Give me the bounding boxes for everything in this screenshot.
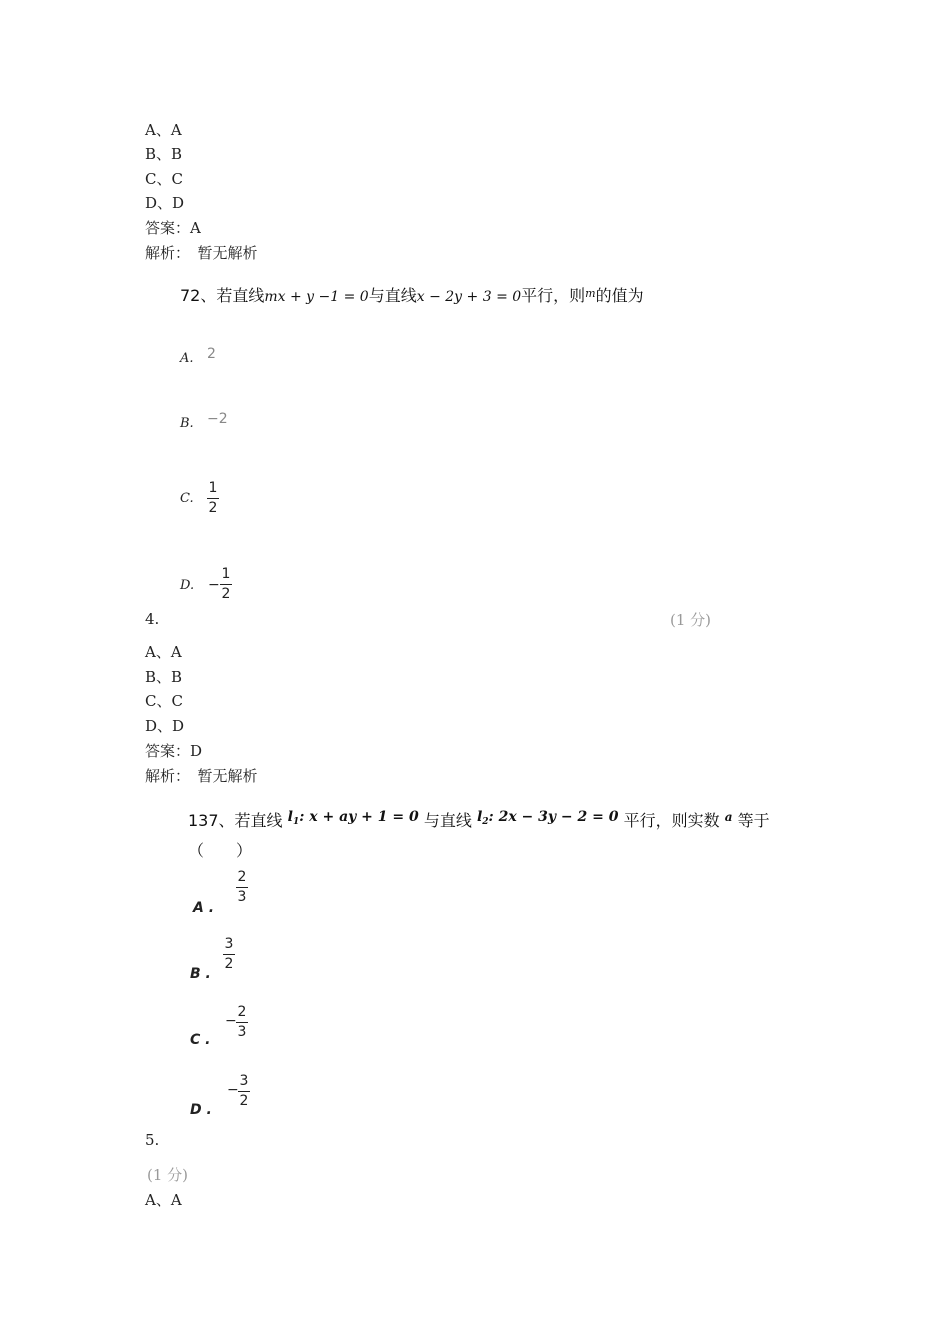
item-number-4: 4. — [145, 610, 160, 628]
choice-b-label: B . — [190, 966, 211, 982]
question-mid: 与直线 — [423, 811, 472, 830]
question-suffix-1: 平行，则 — [521, 286, 586, 305]
choice-d-label: D. — [180, 578, 195, 593]
variable-a: a — [724, 810, 733, 824]
fraction-numerator: 3 — [224, 936, 234, 952]
analysis: 解析： 暂无解析 — [145, 767, 258, 785]
fraction-c — [207, 481, 219, 516]
option-a: A、A — [145, 643, 182, 661]
fraction-a — [236, 870, 248, 905]
question-suffix-2: 等于 — [737, 811, 770, 830]
fraction-bar — [207, 498, 219, 499]
option-d: D、D — [145, 194, 185, 212]
fraction-numerator: 1 — [221, 566, 231, 582]
choice-a-label: A. — [180, 351, 194, 366]
option-a: A、A — [145, 121, 182, 139]
option-c: C、C — [145, 692, 183, 710]
item-number-5: 5. — [145, 1131, 160, 1149]
line-l2-letter: l — [476, 809, 483, 825]
question-72 — [180, 283, 644, 306]
answer: 答案：D — [145, 742, 203, 760]
choice-b-value: −2 — [207, 411, 228, 427]
choice-c-label: C. — [180, 491, 194, 506]
question-prefix: 137、若直线 — [188, 811, 283, 830]
option-b: B、B — [145, 668, 183, 686]
option-d: D、D — [145, 717, 185, 735]
equation-2: x − 2y + 3 = 0 — [416, 289, 522, 305]
choice-a-label: A . — [193, 900, 215, 916]
question-prefix: 72、若直线 — [180, 286, 265, 305]
choice-c-label: C . — [190, 1032, 211, 1048]
option-b: B、B — [145, 145, 183, 163]
item-score-4: (1 分) — [670, 611, 712, 629]
minus-sign: − — [208, 577, 220, 593]
equation-1: mx + y −1 = 0 — [264, 289, 369, 305]
fraction-denominator: 2 — [239, 1093, 249, 1109]
equation-2: : 2x − 3y − 2 = 0 — [488, 809, 619, 825]
fraction-denominator: 3 — [237, 889, 247, 905]
choice-d-label: D . — [190, 1102, 212, 1118]
choice-b-label: B. — [180, 416, 194, 431]
answer-parentheses: （ ） — [188, 841, 253, 860]
option-a: A、A — [145, 1191, 182, 1209]
line-l1-sub: 1 — [292, 817, 300, 827]
fraction-denominator: 3 — [237, 1024, 247, 1040]
fraction-bar — [220, 584, 232, 585]
fraction-numerator: 2 — [237, 869, 247, 885]
fraction-denominator: 2 — [224, 956, 234, 972]
minus-sign: − — [227, 1082, 239, 1098]
answer: 答案：A — [145, 219, 201, 237]
line-l2 — [477, 809, 619, 825]
fraction-bar — [238, 1091, 250, 1092]
item-score-5: (1 分) — [147, 1166, 189, 1184]
line-l2-sub: 2 — [482, 817, 489, 827]
fraction-denominator: 2 — [208, 500, 218, 516]
fraction-denominator: 2 — [221, 586, 231, 602]
line-l1-letter: l — [287, 809, 293, 825]
variable-m: m — [585, 287, 596, 300]
line-l1 — [288, 809, 419, 825]
fraction-bar — [236, 887, 248, 888]
question-suffix-2: 的值为 — [595, 286, 644, 305]
question-mid: 与直线 — [368, 286, 417, 305]
question-suffix-1: 平行，则实数 — [623, 811, 720, 830]
analysis: 解析： 暂无解析 — [145, 244, 258, 262]
option-c: C、C — [145, 170, 183, 188]
fraction-bar — [223, 954, 235, 955]
fraction-numerator: 3 — [239, 1073, 249, 1089]
question-137 — [188, 808, 770, 831]
fraction-numerator: 1 — [208, 480, 218, 496]
fraction-d — [238, 1074, 250, 1109]
minus-sign: − — [225, 1013, 237, 1029]
fraction-c — [236, 1005, 248, 1040]
choice-a-value: 2 — [207, 346, 216, 362]
equation-1: : x + ay + 1 = 0 — [299, 809, 419, 825]
fraction-numerator: 2 — [237, 1004, 247, 1020]
fraction-d — [220, 567, 232, 602]
fraction-b — [223, 937, 235, 972]
fraction-bar — [236, 1022, 248, 1023]
